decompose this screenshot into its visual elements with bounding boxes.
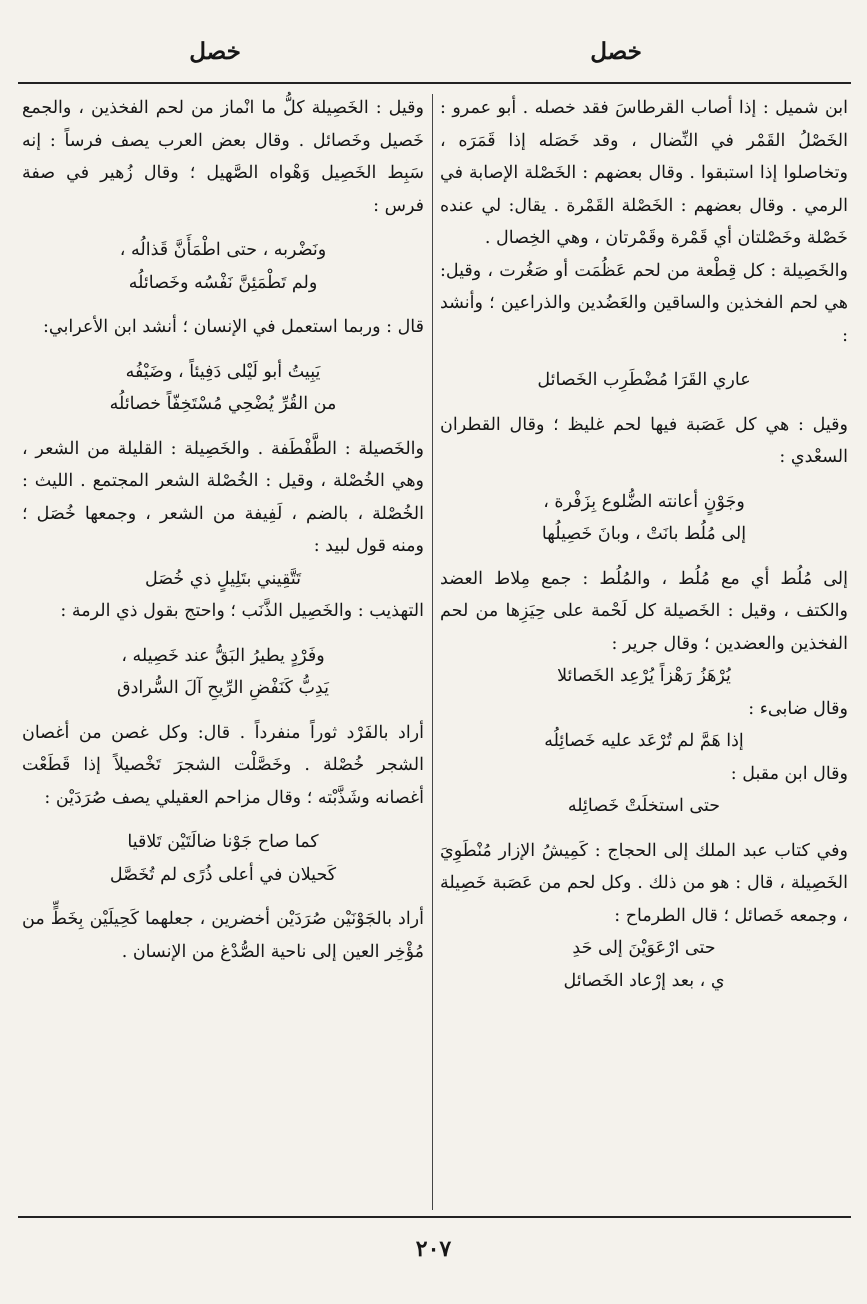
right-column — [440, 92, 848, 997]
verse-line: ولم تَطْمَئِنَّ نَفْسُه وخَصائلُه — [128, 272, 318, 293]
paragraph: إلى مُلُط أي مع مُلُط ، والمُلُط : جمع مِلاط العضد والكتف ، وقيل : الخَصيلة كل لَحْمة على حِيَزِها من لحم الفخذين والعضدين ؛ وقال جرير : — [440, 568, 848, 654]
header-left: خصل — [189, 38, 241, 65]
paragraph: وقيل : هي كل عَصَبة فيها لحم غليظ ؛ وقال القطران السعْدي : — [440, 414, 848, 467]
verse — [22, 356, 424, 421]
paragraph: أراد بالجَوْنَيْن صُرَدَيْن أخضرين ، جعلهما كَحِيلَيْن بِخَطٍّ من مُؤْخِر العين إلى ناحية الصُّدْغ من الإنسان . — [22, 909, 424, 962]
paragraph: وقال ابن مقبل : — [730, 763, 848, 784]
verse — [22, 563, 424, 596]
verse-line: ونَضْربه ، حتى اطْمَأَنَّ قَذالُه ، — [119, 240, 327, 260]
header-right: خصل — [590, 38, 642, 65]
verse-line: حتى ارْعَوَيْنَ إلى حَدِ — [572, 938, 716, 958]
spacer — [22, 891, 424, 903]
verse-line: يَدِبُّ كَنَفْضِ الرِّيحِ آلَ السُّرادق — [117, 678, 329, 698]
spacer — [22, 421, 424, 433]
verse-line: وجَوْنٍ أعانته الضُّلوع بِزَفْرة ، — [543, 491, 745, 512]
paragraph: التهذيب : والخَصِيل الذَّنَب ؛ واحتج بقول ذي الرمة : — [60, 601, 424, 621]
paragraph: أراد بالفَرْد ثوراً منفرداً . قال: وكل غصن من أغصان الشجر خُصْلة . وخَصَّلْت الشجرَ تَخْصيلاً إذا قَطَعْت أغصانه وشَذَّبْته ؛ وقال مزاحم العقيلي يصف صُرَدَيْن : — [22, 722, 424, 808]
spacer — [22, 705, 424, 717]
spacer — [22, 814, 424, 826]
paragraph: والخَصيلة : الطَّفْطَفة . والخَصِيلة : القليلة من الشعر ، وهي الخُصْلة ، وقيل : الخُصْلة الشعر المجتمع . الليث : الخُصْلة ، بالضم ، لَفِيفة من الشعر ، وجمعها خُصَل ؛ ومنه قول لبيد : — [22, 438, 424, 556]
paragraph: وقال ضابىء : — [748, 698, 848, 719]
left-column — [22, 92, 424, 968]
verse — [22, 826, 424, 891]
verse — [440, 660, 848, 693]
verse — [22, 234, 424, 299]
verse-line: إذا هَمَّ لم تُرْعَد عليه خَصائِلُه — [544, 731, 744, 751]
paragraph: وفي كتاب عبد الملك إلى الحجاج : كَمِيشُ الإزار مُنْطَوِيَ الخَصِيلة ، قال : هو من ذلك . وكل لحم من عَصَبة خَصِيلة ، وجمعه خَصائل ؛ قال الطرماح : — [440, 840, 848, 926]
verse-line: وفَرْدٍ يطيرُ البَقُّ عند خَصِيله ، — [121, 645, 325, 666]
paragraph: قال : وربما استعمل في الإنسان ؛ أنشد ابن الأعرابي: — [43, 317, 424, 337]
verse — [440, 932, 848, 997]
paragraph: والخَصِيلة : كل قِطْعة من لحم عَظُمَت أو صَغُرت ، وقيل: هي لحم الفخذين والساقين والعَضُدين والذراعين ؛ وأنشد : — [440, 260, 848, 346]
paragraph: وقيل : الخَصِيلة كلُّ ما انْماز من لحم الفخذين ، والجمع خَصيل وخَصائل . وقال بعض العرب يصف فرساً : إنه سَبِط الخَصِيل وَهْواه الصَّهيل ؛ وقال زُهير في صفة فرس : — [22, 98, 424, 216]
verse-line: عاري القَرَا مُضْطَرِب الخَصائل — [537, 370, 751, 390]
spacer — [440, 474, 848, 486]
verse-line: تَتَّقِيني بتَلِيلٍ ذي خُصَل — [144, 568, 302, 589]
verse — [440, 790, 848, 823]
spacer — [22, 344, 424, 356]
spacer — [440, 397, 848, 409]
paragraph: ابن شميل : إذا أصاب القرطاسَ فقد خصله . أبو عمرو : الخَصْلُ القَمْر في النِّضال ، وقد خَصَله إذا قَمَرَه ، وتخاصلوا إذا استبقوا . وقال بعضهم : الخَصْلة الإصابة في الرمي . وقال بعضهم : الخَصْلة القَمْرة . يقال: لي عنده خَصْلة وخَصْلتان أي قَمْرة وقَمْرتان ، وهي الخِصال . — [440, 98, 848, 248]
spacer — [22, 299, 424, 311]
verse-line: حتى استخلَتْ خَصائِله — [567, 796, 721, 816]
verse-line: كما صاح جَوْنا ضالَتَيْن تَلاقيا — [127, 832, 319, 852]
top-rule — [18, 82, 851, 84]
verse-line: كَحيلان في أعلى ذُرًى لم تُخَصَّل — [109, 864, 337, 885]
verse — [22, 640, 424, 705]
verse — [440, 725, 848, 758]
column-divider — [432, 94, 433, 1210]
spacer — [440, 352, 848, 364]
verse-line: إلى مُلُط بانَتْ ، وبانَ خَصِيلُها — [541, 524, 747, 544]
verse-line: ي ، بعد إرْعاد الخَصائل — [563, 970, 725, 991]
spacer — [22, 628, 424, 640]
verse — [440, 364, 848, 397]
spacer — [22, 222, 424, 234]
bottom-rule — [18, 1216, 851, 1218]
verse — [440, 486, 848, 551]
spacer — [440, 823, 848, 835]
verse-line: يَبِيتُ أبو لَيْلى دَفِيئاً ، وضَيْفُه — [125, 361, 321, 382]
verse-line: يُرْهَزُ رَهْزاً يُرْعِد الخَصائلا — [557, 666, 731, 686]
page-number: ٢٠٧ — [415, 1236, 452, 1262]
verse-line: من القُرِّ يُضْحِي مُسْتَخِفّاً خصائلُه — [109, 394, 337, 414]
spacer — [440, 551, 848, 563]
